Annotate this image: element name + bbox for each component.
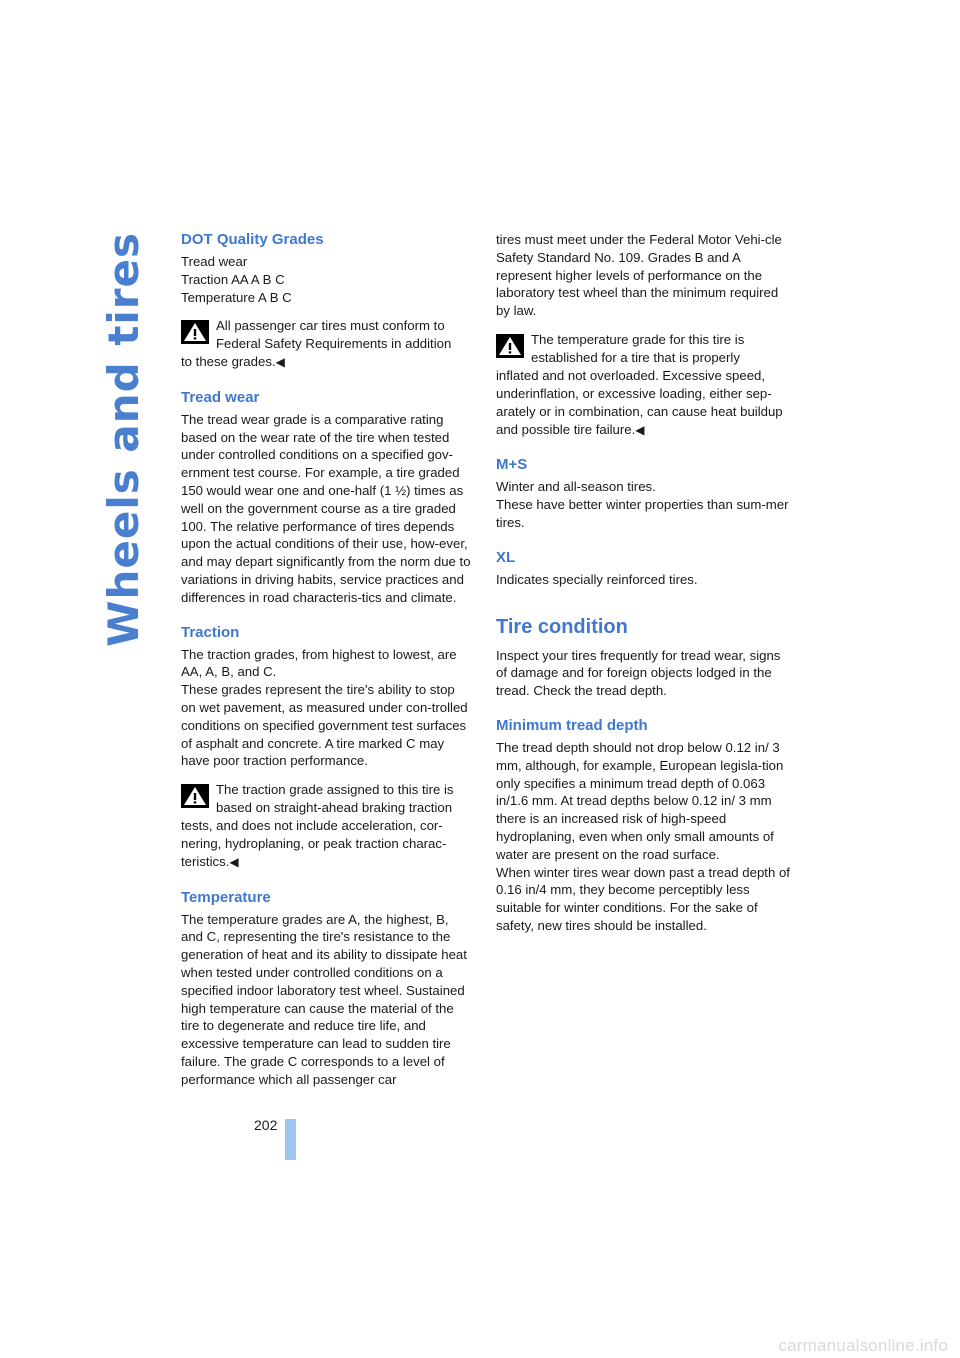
end-mark-icon: ◀ — [229, 854, 239, 869]
ms-text-2: These have better winter properties than sum-mer tires. — [496, 497, 789, 530]
right-column — [496, 231, 790, 935]
minimum-tread-depth-text-2: When winter tires wear down past a tread depth of 0.16 in/4 mm, they become perceptibly less suitable for winter conditions. For the sake of safety, new tires should be installed. — [496, 864, 790, 933]
warning-traction-text-rest: tests, and does not include acceleration, cor-nering, hydroplaning, or peak traction charac-teristics. — [181, 817, 447, 869]
end-mark-icon: ◀ — [275, 354, 285, 369]
minimum-tread-depth-text-1: The tread depth should not drop below 0.12 in/ 3 mm, although, for example, European legisla-tion only specifies a minimum tread depth of 0.063 in/1.6 mm. At tread depths below 0.12 in/ 3 mm there is an increased risk of high-speed hydroplaning, even when only small amounts of water are present on the road surface. — [496, 739, 784, 862]
warning-note-grades — [181, 317, 473, 371]
ms-heading: M+S — [496, 456, 528, 474]
warning-traction-text-first: The traction grade assigned to this tire is based on straight-ahead braking traction — [216, 782, 454, 815]
tire-condition-heading: Tire condition — [496, 615, 628, 638]
tread-wear-heading: Tread wear — [181, 388, 260, 406]
end-mark-icon: ◀ — [635, 422, 645, 437]
xl-text: Indicates specially reinforced tires. — [496, 571, 698, 587]
warning-triangle-icon — [181, 320, 209, 344]
traction-text-2: These grades represent the tire's ability to stop on wet pavement, as measured under con-trolled conditions on specified government test surfaces of asphalt and concrete. A tire marked C may have poor traction performance. — [181, 682, 468, 769]
warning-note-temperature — [496, 331, 790, 439]
traction-heading: Traction — [181, 623, 240, 641]
warning-grades-text-first: All passenger car tires must conform to Federal Safety Requirements in addition — [216, 318, 452, 352]
watermark-text: carmanualsonline.info — [778, 1336, 948, 1355]
dot-line-temperature: Temperature A B C — [181, 289, 292, 305]
warning-temperature-text-rest: inflated and not overloaded. Excessive speed, underinflation, or excessive loading, either sep-arately or in combination, can cause heat buildup and possible tire failure. — [496, 367, 783, 437]
tread-wear-text: The tread wear grade is a comparative rating based on the wear rate of the tire when tested under controlled conditions on a specified gov-ernment test course. For example, a tire graded 150 would wear one and one-half (1 ½) times as well on the government course as a tire graded 100. The relative performance of tires depends upon the actual conditions of their use, how-ever, and may depart significantly from the norm due to variations in driving habits, service practices and differences in road characteris-tics and climate. — [181, 411, 471, 605]
dot-quality-grades-heading: DOT Quality Grades — [181, 231, 324, 248]
dot-line-traction: Traction AA A B C — [181, 271, 285, 287]
traction-text-1: The traction grades, from highest to lowest, are AA, A, B, and C. — [181, 646, 457, 680]
warning-note-traction — [181, 781, 473, 871]
left-column — [181, 231, 473, 1088]
temperature-text-continued: tires must meet under the Federal Motor Vehi-cle Safety Standard No. 109. Grades B and A represent higher levels of performance on the laboratory test wheel than the minimum required by law. — [496, 232, 782, 319]
page-marker-bar — [285, 1119, 296, 1160]
tire-condition-text: Inspect your tires frequently for tread wear, signs of damage and for foreign objects lodged in the tread. Check the tread depth. — [496, 647, 781, 699]
xl-heading: XL — [496, 548, 516, 566]
temperature-heading: Temperature — [181, 888, 271, 906]
warning-triangle-icon — [496, 334, 524, 358]
side-tab-title: Wheels and tires — [99, 232, 148, 647]
warning-triangle-icon — [181, 784, 209, 808]
page-number: 202 — [254, 1117, 278, 1133]
dot-line-tread-wear: Tread wear — [181, 254, 248, 269]
warning-grades-text-rest: to these grades. — [181, 353, 276, 369]
warning-temperature-text-first: The temperature grade for this tire is established for a tire that is properly — [531, 331, 745, 365]
temperature-text: The temperature grades are A, the highest, B, and C, representing the tire's resistance to the generation of heat and its ability to dissipate heat when tested under controlled conditions on a specified indoor laboratory test wheel. Sustained high temperature can cause the material of the tire to degenerate and reduce tire life, and excessive temperature can lead to sudden tire failure. The grade C corresponds to a level of performance which all passenger car — [181, 911, 467, 1087]
minimum-tread-depth-heading: Minimum tread depth — [496, 716, 648, 734]
ms-text-1: Winter and all-season tires. — [496, 479, 656, 495]
